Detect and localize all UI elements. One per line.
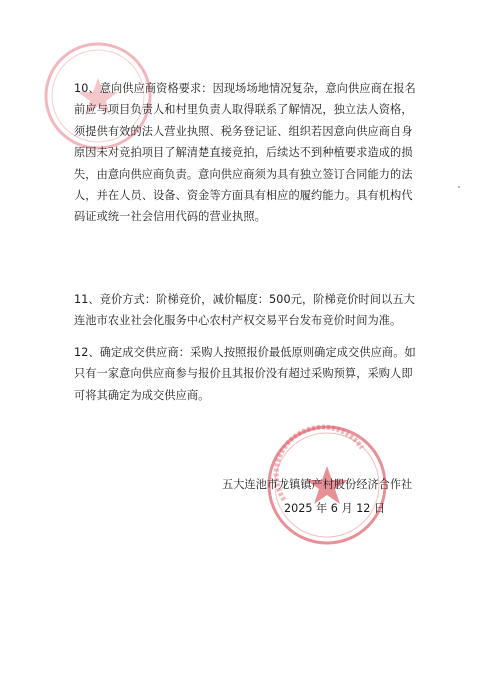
clause-10-line: 须提供有效的法人营业执照、税务登记证、组织若因意向供应商自身 bbox=[74, 124, 413, 138]
clause-10-qualification bbox=[74, 78, 436, 228]
clause-10-line: 码证或统一社会信用代码的营业执照。 bbox=[74, 210, 266, 224]
clause-11-line: 连池市农业社会化服务中心农村产权交易平台发布竞价时间为准。 bbox=[74, 314, 402, 328]
clause-12-line: 可将其确定为成交供应商。 bbox=[74, 388, 210, 402]
clause-10-line: 失，由意向供应商负责。意向供应商须为具有独立签订合同能力的法 bbox=[74, 167, 413, 181]
clause-10-line: 前应与项目负责人和村里负责人取得联系了解情况，独立法人资格， bbox=[74, 103, 413, 117]
clause-11-bidding-method bbox=[74, 289, 436, 332]
clause-12-award bbox=[74, 342, 436, 406]
clause-10-line: 10、意向供应商资格要求：因现场场地情况复杂，意向供应商在报名 bbox=[74, 82, 416, 95]
scan-speck bbox=[458, 186, 460, 188]
clause-12-line: 只有一家意向供应商参与报价且其报价没有超过采购预算，采购人即 bbox=[74, 367, 413, 381]
signing-date: 2025 年 6 月 12 日 bbox=[284, 502, 386, 515]
clause-10-line: 人，并在人员、设备、资金等方面具有相应的履约能力。具有机构代 bbox=[74, 189, 413, 203]
clause-12-line: 12、确定成交供应商：采购人按照报价最低原则确定成交供应商。如 bbox=[74, 346, 416, 359]
clause-10-line: 原因未对竞拍项目了解清楚直接竞拍，后续达不到种植要求造成的损 bbox=[74, 146, 413, 160]
clause-11-line: 11、竞价方式：阶梯竞价，减价幅度：500元，阶梯竞价时间以五大 bbox=[74, 293, 415, 306]
signing-organization: 五大连池市龙镇镇产村股份经济合作社 bbox=[222, 478, 413, 491]
